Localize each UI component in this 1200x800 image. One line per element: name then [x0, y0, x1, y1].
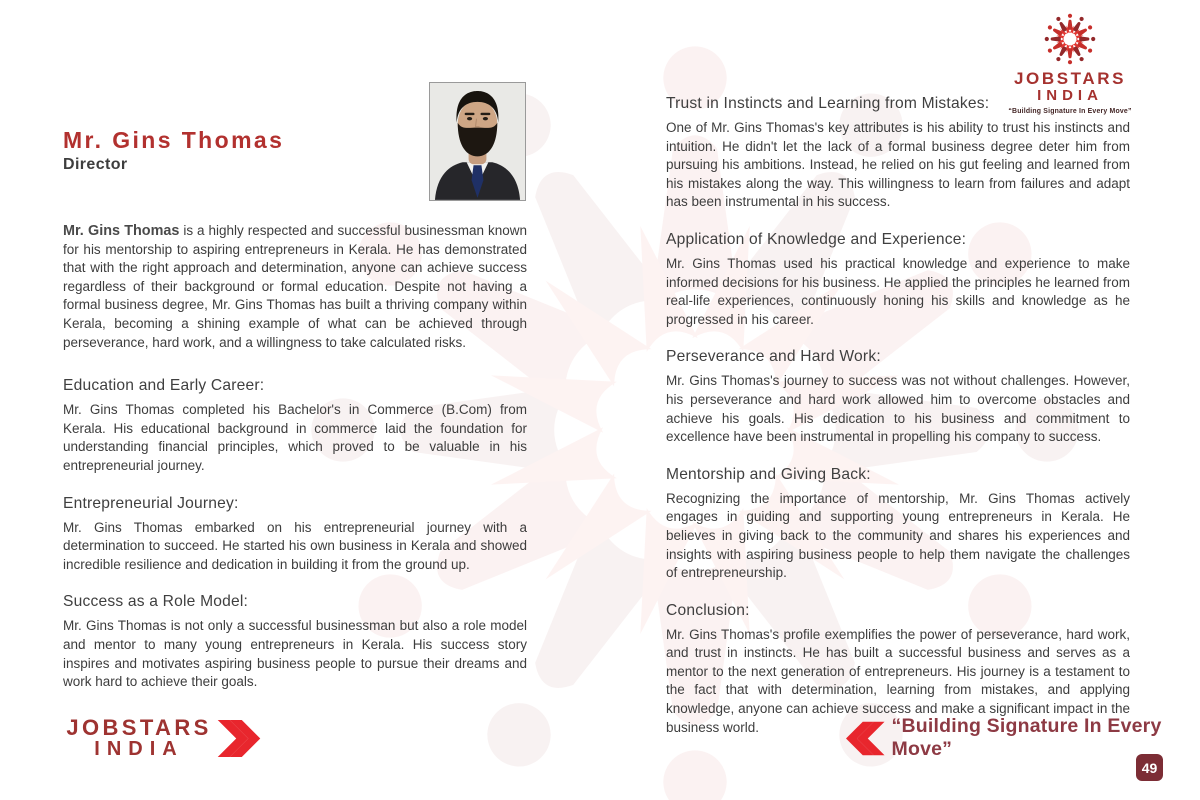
intro-lead: Mr. Gins Thomas: [63, 223, 180, 239]
brand-name-top: JOBSTARS: [66, 715, 212, 740]
section-heading: Perseverance and Hard Work:: [666, 348, 881, 366]
right-text-column: [666, 93, 1130, 754]
section-trust-instincts: [666, 93, 1130, 212]
left-text-column: [63, 222, 527, 709]
portrait-illustration: [430, 83, 525, 200]
section-heading: Education and Early Career:: [63, 377, 265, 395]
section-entrepreneurial-journey: [63, 493, 527, 575]
section-body: Mr. Gins Thomas used his practical knowledge and experience to make informed decisions for his business. He applied the principles he learned from real-life experiences, continuously honing his skills and knowledge as he progressed in his career.: [666, 255, 1130, 327]
section-education: [63, 375, 527, 475]
brand-name-top: JOBSTARS: [1013, 69, 1127, 88]
intro-paragraph: [63, 222, 527, 352]
footer-tagline: “Building Signature In Every Move”: [891, 715, 1162, 760]
brand-name-bottom: INDIA: [1037, 87, 1103, 104]
section-body: Recognizing the importance of mentorship, Mr. Gins Thomas actively engages in guiding and supporting young entrepreneurs in Kerala. He believes in giving back to the community and shares his experiences and insights with aspiring business people to help them navigate the challenges of entrepreneurship.: [666, 490, 1130, 581]
section-mentorship: [666, 464, 1130, 583]
footer-brand-text: [63, 716, 215, 760]
page-number-badge: 49: [1136, 754, 1163, 781]
section-heading: Mentorship and Giving Back:: [666, 465, 871, 483]
person-name: Mr. Gins Thomas: [63, 127, 285, 153]
section-heading: Success as a Role Model:: [63, 593, 249, 611]
section-body: Mr. Gins Thomas completed his Bachelor's in Commerce (B.Com) from Kerala. His educational background in commerce laid the foundation for understanding financial principles, which proved to be valuable in his entrepreneurial journey.: [63, 402, 527, 473]
brand-tagline-small: “Building Signature In Every Move”: [1008, 108, 1132, 115]
section-body: Mr. Gins Thomas is not only a successful businessman but also a role model and mentor to many young entrepreneurs in Kerala. His success story inspires and motivates aspiring business people to pursue their dreams and work hard to achieve their goals.: [63, 618, 527, 690]
section-heading: Application of Knowledge and Experience:: [666, 230, 967, 248]
portrait-photo: [429, 82, 526, 201]
starburst-people-icon: [1041, 10, 1099, 68]
section-body: Mr. Gins Thomas's profile exemplifies the power of perseverance, hard work, and trust in instincts. He has built a successful business and serves as a mentor to the next generation of entrepreneurs. His journey is a testament to the fact that with determination, learning from mistakes, and applying knowledge, anyone can achieve success and make a significant impact in the business world.: [666, 626, 1130, 735]
section-body: One of Mr. Gins Thomas's key attributes is his ability to trust his instincts and intuition. He didn't let the lack of a formal business degree deter him from pursuing his ambitions. Instead, he relied on his gut feeling and learned from his mistakes along the way. This willingness to learn from failures and adapt has been instrumental in his success.: [666, 120, 1130, 210]
brand-name-bottom: INDIA: [94, 738, 184, 760]
person-title: Director: [63, 156, 128, 173]
profile-header: [63, 127, 284, 174]
section-body: Mr. Gins Thomas's journey to success was not without challenges. However, his perseverance and hard work allowed him to overcome obstacles and achieve his goals. His dedication to his business and commitment to excellence have been instrumental in propelling his company to success.: [666, 373, 1130, 445]
section-heading: Entrepreneurial Journey:: [63, 494, 239, 512]
section-heading: Trust in Instincts and Learning from Mistakes:: [666, 95, 990, 112]
section-body: Mr. Gins Thomas embarked on his entrepreneurial journey with a determination to succeed. He started his own business in Kerala and showed incredible resilience and dedication in building it from the ground up.: [63, 519, 527, 572]
section-role-model: [63, 591, 527, 691]
section-perseverance: [666, 346, 1130, 446]
double-chevron-right-icon: [217, 720, 261, 757]
section-heading: Conclusion:: [666, 601, 750, 619]
section-knowledge-experience: [666, 229, 1130, 329]
double-chevron-left-icon: [846, 721, 885, 756]
footer-brand-logo: [63, 716, 261, 760]
intro-text: is a highly respected and successful businessman known for his mentorship to aspiring entrepreneurs in Kerala. He has demonstrated that with the right approach and determination, anyone can achieve success regardless of their background or formal education. Despite not having a formal business degree, Mr. Gins Thomas has built a thriving company within Kerala, becoming a shining example of what can be achieved through perseverance, hard work, and a willingness to take calculated risks.: [63, 223, 527, 350]
